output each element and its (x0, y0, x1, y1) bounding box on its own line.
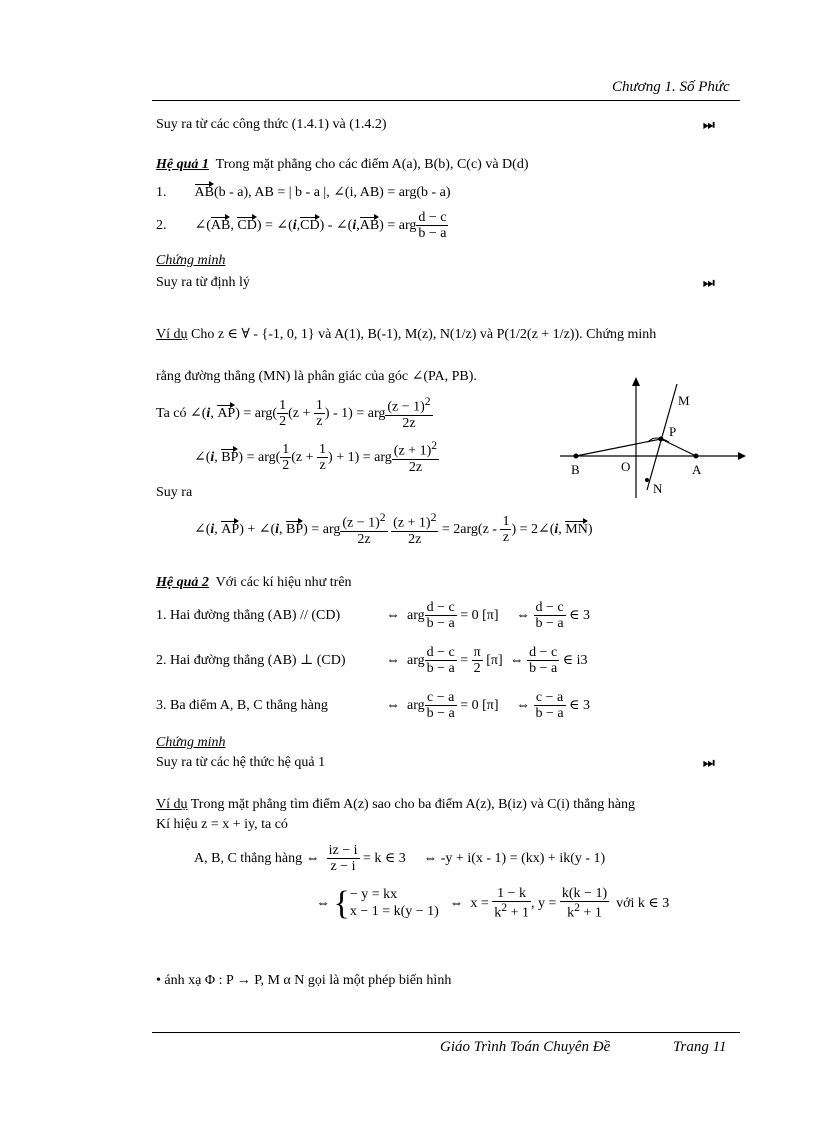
example-2-line-1: Ví dụ Trong mặt phẳng tìm điểm A(z) sao cho ba điểm A(z), B(iz) và C(i) thẳng hàng (156, 797, 636, 812)
paragraph-s1: Suy ra từ các công thức (1.4.1) và (1.4.2) (156, 117, 387, 132)
geometry-diagram (550, 372, 750, 502)
label-m: M (678, 393, 690, 408)
proof-label-2: Chứng minh (156, 735, 226, 750)
bullet-mapping: • ánh xạ Φ : P → P, M α N gọi là một phép biến hình (156, 973, 452, 988)
item-1-text: (b - a), AB = | b - a |, ∠(i, AB) = arg(b - a) (213, 185, 451, 200)
corollary-1-item-1: 1. AB(b - a), AB = | b - a |, ∠(i, AB) = arg(b - a) (156, 185, 451, 200)
example-2-eq-2: ⇔ { − y = kx x − 1 = k(y − 1) ⇔ x = $\frac{1 - k}{k^2 + 1}$ , y = $\frac{k(k - 1)}{k^2 + 1}$ với k ∈ 3 (316, 885, 670, 923)
example-2-eq-1: A, B, C thẳng hàng ⇔ $\frac{iz - i}{z - i}$ = k ∈ 3 ⇔ -y + i(x - 1) = (kx) + ik(y - 1) (194, 843, 606, 875)
header-rule (152, 100, 740, 101)
footer-rule (152, 1032, 740, 1033)
corollary-1-item-2: 2. ∠(AB, CD) = ∠(i,CD) - ∠(i,AB) = arg $\frac{d - c}{b - a}$ (156, 210, 447, 242)
end-mark-1: ⏭ (703, 118, 715, 133)
segment-pa (661, 439, 696, 456)
corollary-1-label: Hệ quả 1 (156, 157, 209, 172)
proof-label-1: Chứng minh (156, 253, 226, 268)
proof-text-1: Suy ra từ định lý (156, 275, 250, 290)
footer-book: Giáo Trình Toán Chuyên Đề (440, 1039, 611, 1055)
label-a: A (692, 462, 702, 477)
end-mark-2: ⏭ (703, 276, 715, 291)
point-p (659, 437, 664, 442)
example-2-line-2: Kí hiệu z = x + iy, ta có (156, 817, 288, 832)
example-1-eq-ap: Ta có ∠(i, AP) = arg( $\frac{1}{2}$ (z + $\frac{1}{z}$ ) - 1) = arg $\frac{(z - 1)^2}{2z}$ (156, 395, 431, 432)
point-b (574, 454, 579, 459)
label-n: N (653, 481, 663, 496)
label-b: B (571, 462, 580, 477)
fraction-dc-ba: $\frac{d - c}{b - a}$ (418, 210, 447, 242)
proof-text-2: Suy ra từ các hệ thức hệ quả 1 (156, 755, 326, 770)
y-axis-arrow (632, 377, 640, 386)
example-1-eq-bp: ∠(i, BP) = arg( $\frac{1}{2}$ (z + $\frac{1}{z}$ ) + 1) = arg $\frac{(z + 1)^2}{2z}$ (194, 439, 438, 476)
example-1-eq-sum: ∠(i, AP) + ∠(i, BP) = arg $\frac{(z - 1)^2}{2z}$ $\frac{(z + 1)^2}{2z}$ = 2arg(z - $\frac{1}{z}$ ) = 2∠(i, MN) (194, 511, 593, 548)
end-mark-3: ⏭ (703, 756, 715, 771)
vector-ab: AB (194, 185, 214, 200)
corollary-2-row-3: 3. Ba điểm A, B, C thẳng hàng ⇔ arg $\frac{c - a}{b - a}$ = 0 [π] ⇔ $\frac{c - a}{b - a}$ ∈ 3 (156, 690, 591, 722)
corollary-1 (156, 158, 528, 172)
example-1-line-2: rằng đường thẳng (MN) là phân giác của góc ∠(PA, PB). (156, 369, 477, 384)
label-p: P (669, 424, 677, 439)
corollary-1-text: Trong mặt phẳng cho các điểm A(a), B(b), C(c) và D(d) (215, 157, 529, 172)
point-n (645, 478, 649, 482)
chapter-header: Chương 1. Số Phức (612, 79, 730, 95)
suy-ra-label: Suy ra (156, 485, 193, 500)
corollary-2-row-2: 2. Hai đường thẳng (AB) ⊥ (CD) ⇔ arg $\frac{d - c}{b - a}$ = $\frac{\pi}{2}$ [π] ⇔ $\frac{d - c}{b - a}$ ∈ i3 (156, 645, 588, 677)
corollary-2: Hệ quả 2 Với các kí hiệu như trên (156, 575, 352, 590)
x-axis-arrow (738, 452, 746, 460)
footer-page: Trang 11 (673, 1039, 727, 1055)
example-1-line-1: Ví dụ Cho z ∈ ∀ - {-1, 0, 1} và A(1), B(-1), M(z), N(1/z) và P(1/2(z + 1/z)). Chứng minh (156, 327, 657, 342)
point-a (694, 454, 699, 459)
corollary-2-row-1: 1. Hai đường thẳng (AB) // (CD) ⇔ arg $\frac{d - c}{b - a}$ = 0 [π] ⇔ $\frac{d - c}{b - a}$ ∈ 3 (156, 600, 591, 632)
label-o: O (621, 459, 631, 474)
